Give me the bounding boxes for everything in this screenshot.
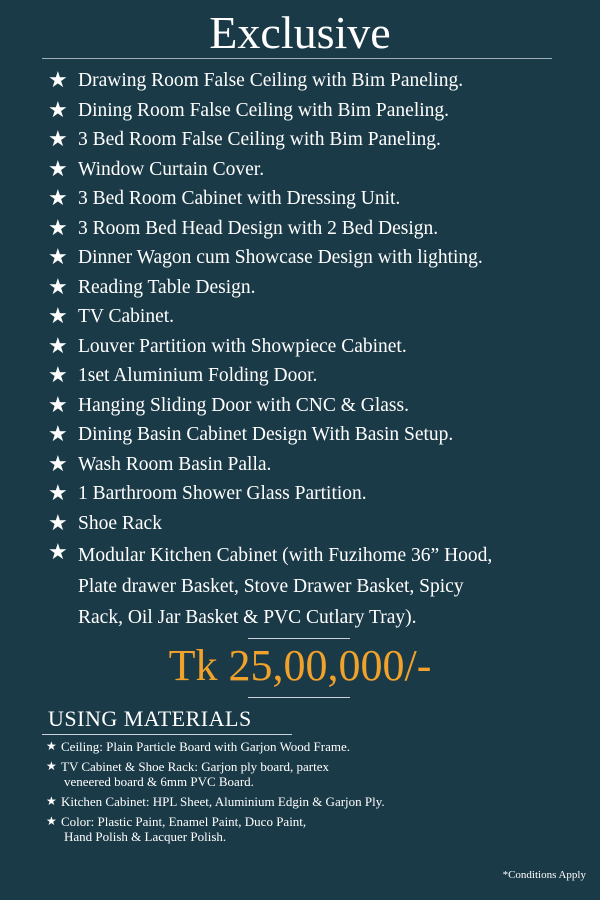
star-icon: ★ [48,127,68,152]
material-text: Color: Plastic Paint, Enamel Paint, Duco Paint, [61,814,307,829]
feature-text-line: Modular Kitchen Cabinet (with Fuzihome 36” Hood, [78,545,493,566]
star-icon: ★ [48,215,68,241]
star-icon: ★ [46,759,57,773]
material-text: TV Cabinet & Shoe Rack: Garjon ply board, partex [61,759,330,774]
feature-item [48,184,593,214]
feature-text: 3 Room Bed Head Design with 2 Bed Design. [78,217,439,239]
material-text: Ceiling: Plain Particle Board with Garjon Wood Frame. [61,739,351,754]
price-divider-top [248,638,350,639]
feature-text: Window Curtain Cover. [78,158,265,180]
feature-text: Dining Basin Cabinet Design With Basin Setup. [78,424,454,445]
materials-heading: USING MATERIALS [48,706,252,731]
star-icon: ★ [48,481,68,506]
star-icon: ★ [48,304,68,329]
material-text: veneered board & 6mm PVC Board. [64,774,254,789]
feature-text-line: Plate drawer Basket, Stove Drawer Basket, Spicy [78,576,464,597]
star-icon: ★ [48,97,68,123]
feature-item [48,214,593,244]
feature-item [48,450,593,480]
star-icon: ★ [48,363,68,388]
materials-divider [42,734,292,735]
feature-text: Drawing Room False Ceiling with Bim Paneling. [78,70,464,91]
feature-text: Dinner Wagon cum Showcase Design with lighting. [78,247,483,268]
feature-text-line: Rack, Oil Jar Basket & PVC Cutlary Tray). [78,607,417,628]
material-item [46,759,586,789]
price-divider-bottom [248,697,350,698]
feature-item [48,391,593,421]
feature-item [48,332,593,362]
feature-item [48,66,593,96]
material-text: Kitchen Cabinet: HPL Sheet, Aluminium Edgin & Garjon Ply. [61,794,385,809]
feature-item [48,125,593,155]
star-icon: ★ [48,156,68,182]
star-icon: ★ [48,422,68,447]
star-icon: ★ [48,245,68,270]
star-icon: ★ [48,510,68,536]
star-icon: ★ [46,794,57,808]
star-icon: ★ [48,392,68,418]
material-item [46,814,586,844]
star-icon: ★ [48,186,68,211]
material-item [46,794,586,809]
feature-item [48,155,593,185]
feature-item [48,420,593,450]
star-icon: ★ [48,68,68,93]
star-icon: ★ [46,739,57,753]
conditions-note: *Conditions Apply [502,869,586,881]
feature-text: 1 Barthroom Shower Glass Partition. [78,483,367,504]
page-title: Exclusive [209,7,391,58]
material-text: Hand Polish & Lacquer Polish. [64,829,227,844]
feature-text: 1set Aluminium Folding Door. [78,365,318,386]
feature-text: Wash Room Basin Palla. [78,453,272,475]
feature-item [48,302,593,332]
feature-item [48,96,593,126]
material-item [46,739,586,754]
materials-list [46,739,586,849]
feature-text: TV Cabinet. [78,306,175,327]
feature-text: 3 Bed Room Cabinet with Dressing Unit. [78,188,401,209]
price: Tk 25,00,000/- [168,641,432,690]
feature-item [48,243,593,273]
feature-text: Dining Room False Ceiling with Bim Paneling. [78,99,450,121]
feature-text: 3 Bed Room False Ceiling with Bim Paneling. [78,129,441,150]
feature-list [48,66,593,633]
feature-text: Shoe Rack [78,512,162,534]
star-icon: ★ [48,540,68,565]
feature-text: Louver Partition with Showpiece Cabinet. [78,335,407,357]
star-icon: ★ [48,451,68,477]
feature-item [48,479,593,509]
star-icon: ★ [48,333,68,359]
feature-item [48,273,593,303]
feature-item [48,361,593,391]
feature-text: Reading Table Design. [78,276,256,298]
title-divider [42,58,552,59]
feature-item-kitchen [48,538,593,633]
feature-text: Hanging Sliding Door with CNC & Glass. [78,394,409,416]
feature-item [48,509,593,539]
star-icon: ★ [48,274,68,300]
star-icon: ★ [46,814,57,828]
